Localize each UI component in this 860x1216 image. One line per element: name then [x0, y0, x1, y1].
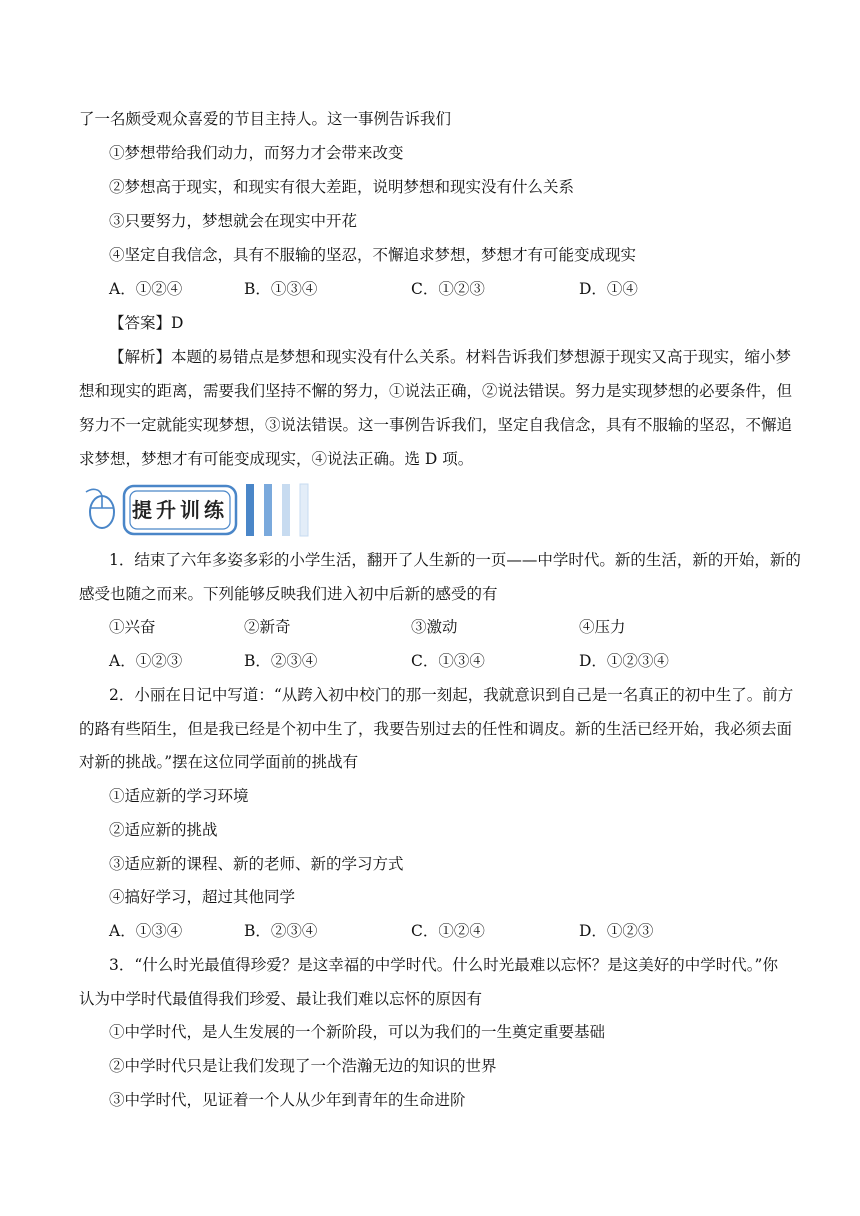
analysis-line-1: 【解析】本题的易错点是梦想和现实没有什么关系。材料告诉我们梦想源于现实又高于现实，缩小梦: [109, 348, 792, 366]
q2-stem-line-3: 对新的挑战。”摆在这位同学面前的挑战有: [79, 753, 359, 771]
q1-statement-2: ②新奇: [244, 618, 291, 636]
q2-stem-line-1: 2．小丽在日记中写道：“从跨入初中校门的那一刻起，我就意识到自己是一名真正的初中生了。前方: [109, 686, 794, 704]
section-banner: [80, 478, 330, 538]
q1-stem-line-1: 1．结束了六年多姿多彩的小学生活，翻开了人生新的一页——中学时代。新的生活，新的开始，新的: [109, 551, 801, 569]
q1-option-c: C．①③④: [411, 652, 485, 670]
q2-option-c: C．①②④: [411, 922, 485, 940]
q2-option-a: A．①③④: [109, 922, 183, 940]
q1-option-b: B．②③④: [244, 652, 318, 670]
q3-stem-line-1: 3．“什么时光最值得珍爱？是这幸福的中学时代。什么时光最难以忘怀？是这美好的中学时代。”你: [109, 956, 778, 974]
statement-3: ③只要努力，梦想就会在现实中开花: [109, 212, 358, 230]
option-b: B．①③④: [244, 280, 318, 298]
option-d: D．①④: [579, 280, 638, 298]
q3-stem-line-2: 认为中学时代最值得我们珍爱、最让我们难以忘怀的原因有: [79, 990, 483, 1008]
q2-statement-2: ②适应新的挑战: [109, 821, 218, 839]
analysis-line-3: 努力不一定就能实现梦想，③说法错误。这一事例告诉我们，坚定自我信念，具有不服输的坚忍，不懈追: [79, 416, 793, 434]
q2-stem-line-2: 的路有些陌生，但是我已经是个初中生了，我要告别过去的任性和调皮。新的生活已经开始，我必须去面: [79, 720, 793, 738]
q2-statement-1: ①适应新的学习环境: [109, 787, 249, 805]
option-c: C．①②③: [411, 280, 485, 298]
q1-option-d: D．①②③④: [579, 652, 669, 670]
q1-stem-line-2: 感受也随之而来。下列能够反映我们进入初中后新的感受的有: [79, 585, 498, 603]
statement-4: ④坚定自我信念，具有不服输的坚忍，不懈追求梦想，梦想才有可能变成现实: [109, 246, 637, 264]
question-stem-tail: 了一名颇受观众喜爱的节目主持人。这一事例告诉我们: [79, 110, 452, 128]
q3-statement-3: ③中学时代，见证着一个人从少年到青年的生命进阶: [109, 1091, 466, 1109]
q2-option-d: D．①②③: [579, 922, 654, 940]
q1-statement-3: ③激动: [411, 618, 458, 636]
option-a: A．①②④: [109, 280, 183, 298]
q2-statement-3: ③适应新的课程、新的老师、新的学习方式: [109, 855, 404, 873]
analysis-line-4: 求梦想，梦想才有可能变成现实，④说法正确。选 D 项。: [79, 450, 474, 468]
statement-2: ②梦想高于现实，和现实有很大差距，说明梦想和现实没有什么关系: [109, 178, 575, 196]
analysis-line-2: 想和现实的距离，需要我们坚持不懈的努力，①说法正确，②说法错误。努力是实现梦想的必要条件，但: [79, 382, 793, 400]
q2-statement-4: ④搞好学习，超过其他同学: [109, 888, 296, 906]
section-title: 提升训练: [132, 498, 228, 522]
statement-1: ①梦想带给我们动力，而努力才会带来改变: [109, 144, 404, 162]
q3-statement-2: ②中学时代只是让我们发现了一个浩瀚无边的知识的世界: [109, 1057, 497, 1075]
q2-option-b: B．②③④: [244, 922, 318, 940]
q3-statement-1: ①中学时代，是人生发展的一个新阶段，可以为我们的一生奠定重要基础: [109, 1023, 606, 1041]
q1-statement-4: ④压力: [579, 618, 626, 636]
q1-statement-1: ①兴奋: [109, 618, 156, 636]
answer-label: 【答案】D: [109, 314, 184, 332]
q1-option-a: A．①②③: [109, 652, 183, 670]
